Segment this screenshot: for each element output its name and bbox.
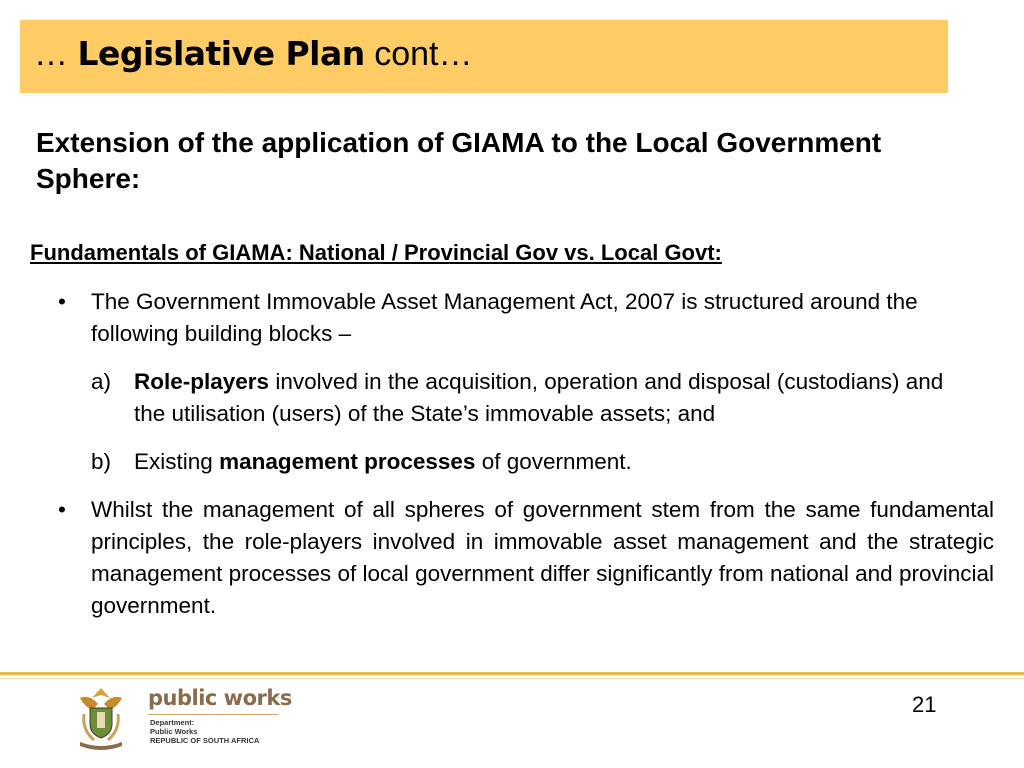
coat-of-arms-icon bbox=[72, 684, 130, 752]
bullet-item bbox=[0, 494, 1024, 622]
bullet-item bbox=[0, 286, 1024, 350]
sub-item-bold: Role-players bbox=[134, 369, 270, 394]
slide-content bbox=[0, 286, 1024, 622]
logo-divider bbox=[148, 714, 278, 715]
title-prefix: … bbox=[34, 35, 68, 73]
bullet-text: Whilst the management of all spheres of government stem from the same fundamental principles, the role-players involved in immovable asset management and the strategic management processes of local government differ significantly from national and provincial government. bbox=[91, 497, 994, 618]
sub-item-b bbox=[0, 446, 1024, 478]
logo-line-2: Public Works bbox=[150, 727, 198, 736]
public-works-logo bbox=[72, 684, 302, 754]
title-bold: Legislative Plan bbox=[77, 34, 365, 73]
sub-marker: b) bbox=[91, 449, 112, 474]
footer-divider bbox=[0, 672, 1024, 675]
logo-line-3: REPUBLIC OF SOUTH AFRICA bbox=[150, 736, 260, 745]
bullet-marker: • bbox=[58, 497, 66, 522]
title-suffix: cont… bbox=[374, 35, 473, 73]
sub-item-bold: management processes bbox=[219, 449, 476, 474]
footer-divider-thin bbox=[0, 678, 1024, 679]
slide-title bbox=[34, 34, 472, 74]
sub-item-text: involved in the acquisition, operation and disposal (custodians) and the utilisation (users) of the State’s immovable assets; and bbox=[134, 369, 944, 426]
sub-item-text: of government. bbox=[481, 449, 632, 474]
logo-line-1: Department: bbox=[150, 718, 195, 727]
slide-subtitle: Extension of the application of GIAMA to the Local Government Sphere: bbox=[36, 127, 882, 194]
bullet-text: The Government Immovable Asset Management Act, 2007 is structured around the following building blocks – bbox=[91, 289, 918, 346]
page-number: 21 bbox=[912, 692, 937, 717]
sub-item-a bbox=[0, 366, 1024, 430]
sub-marker: a) bbox=[91, 369, 112, 394]
sub-item-lead: Existing bbox=[134, 449, 213, 474]
bullet-marker: • bbox=[58, 289, 66, 314]
title-bar bbox=[20, 20, 948, 93]
section-heading: Fundamentals of GIAMA: National / Provincial Gov vs. Local Govt: bbox=[30, 240, 722, 265]
logo-title: public works bbox=[148, 686, 292, 710]
